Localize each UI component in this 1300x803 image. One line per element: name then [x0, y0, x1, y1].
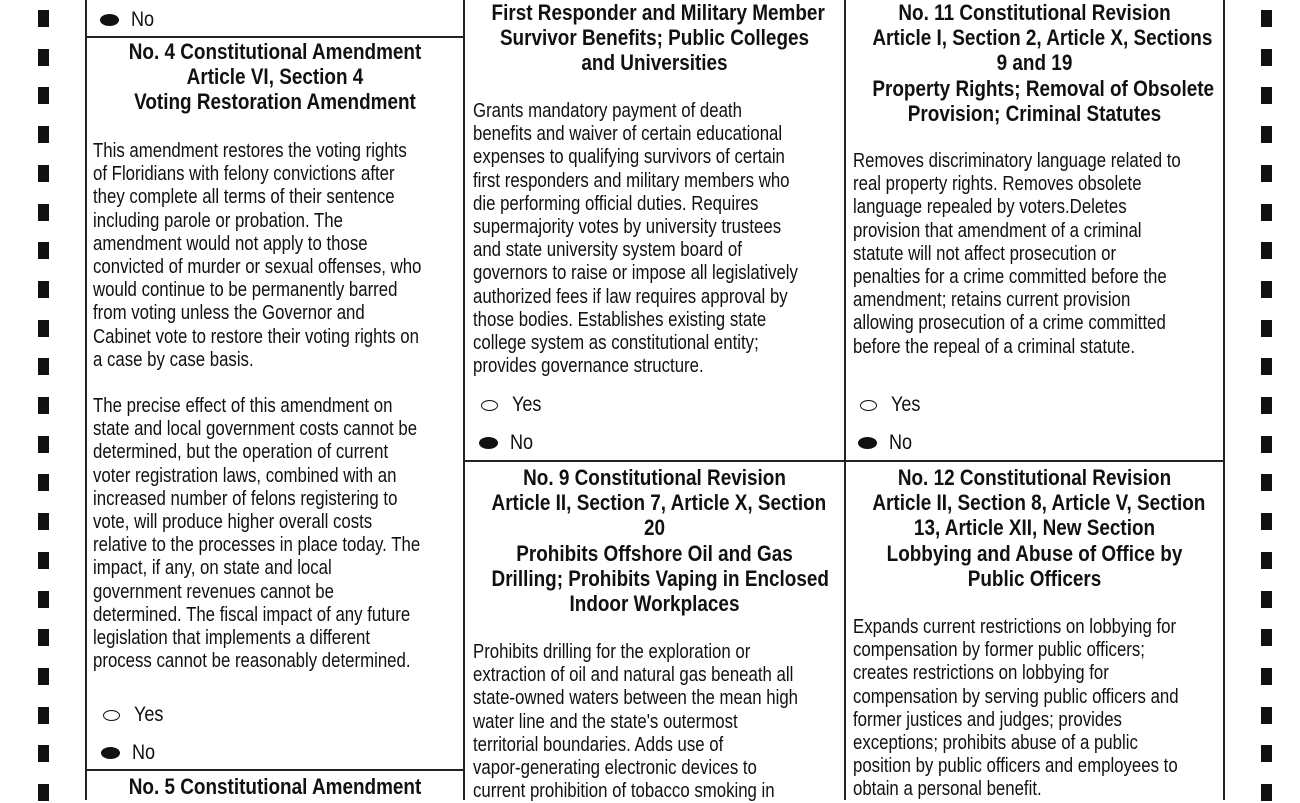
- text-line: No. 11 Constitutional Revision: [898, 0, 1171, 25]
- timing-mark: [38, 397, 49, 414]
- text-line: college system as constitutional entity;: [473, 331, 759, 354]
- text-line: Prohibits drilling for the exploration or: [473, 641, 751, 663]
- text-line: authorized fees if law requires approval by: [473, 285, 788, 308]
- timing-mark: [38, 513, 49, 530]
- timing-mark: [1261, 165, 1272, 182]
- revision-11-heading: [846, 0, 1223, 126]
- text-line: 20: [643, 515, 666, 541]
- text-line: provision that amendment of a criminal: [853, 219, 1142, 242]
- text-line: No. 9 Constitutional Revision: [523, 465, 786, 490]
- text-line: before the repeal of a criminal statute.: [853, 335, 1136, 358]
- revision-12-heading: [846, 465, 1223, 591]
- amendment-4-description: [93, 140, 484, 372]
- revision-11-description: [853, 150, 1243, 359]
- text-line: Article II, Section 8, Article V, Section: [872, 490, 1206, 516]
- text-line: compensation by former public officers;: [853, 639, 1145, 662]
- text-line: legislation that implements a different: [93, 626, 371, 649]
- timing-mark: [1261, 358, 1272, 375]
- section-divider: [463, 460, 1225, 462]
- amendment-7-heading: [465, 0, 844, 76]
- text-line: benefits and waiver of certain educational: [473, 123, 783, 146]
- timing-mark: [1261, 745, 1272, 762]
- option-yes[interactable]: Yes: [860, 393, 925, 417]
- section-divider: [85, 36, 465, 38]
- timing-mark: [1261, 320, 1272, 337]
- text-line: governors to raise or impose all legislatively: [473, 262, 798, 285]
- text-line: Indoor Workplaces: [569, 590, 740, 616]
- text-line: would continue to be permanently barred: [93, 279, 398, 302]
- text-line: Property Rights; Removal of Obsolete: [872, 75, 1215, 101]
- text-line: Public Officers: [967, 565, 1102, 591]
- text-line: amendment; retains current provision: [853, 289, 1131, 312]
- filled-oval-icon[interactable]: [858, 437, 877, 449]
- text-line: state and local government costs cannot be: [93, 418, 418, 441]
- empty-oval-icon[interactable]: [481, 400, 498, 411]
- option-no[interactable]: No: [100, 8, 158, 32]
- amendment-4-heading: [87, 39, 463, 115]
- text-line: relative to the processes in place today. The: [93, 534, 421, 557]
- timing-mark: [38, 204, 49, 221]
- timing-mark: [1261, 87, 1272, 104]
- timing-mark: [38, 436, 49, 453]
- text-line: a case by case basis.: [93, 348, 254, 371]
- timing-mark: [38, 707, 49, 724]
- text-line: they complete all terms of their sentence: [93, 186, 395, 209]
- text-line: extraction of oil and natural gas beneath all: [473, 664, 794, 687]
- text-line: those bodies. Establishes existing state: [473, 308, 767, 331]
- timing-mark: [1261, 126, 1272, 143]
- text-line: Prohibits Offshore Oil and Gas: [516, 540, 793, 566]
- timing-mark: [38, 745, 49, 762]
- text-line: language repealed by voters.Deletes: [853, 196, 1127, 219]
- timing-mark: [1261, 629, 1272, 646]
- column-border: [85, 0, 87, 800]
- section-divider: [85, 769, 465, 771]
- filled-oval-icon[interactable]: [479, 437, 498, 449]
- timing-mark: [1261, 49, 1272, 66]
- text-line: Lobbying and Abuse of Office by: [886, 540, 1183, 566]
- timing-mark: [38, 358, 49, 375]
- text-line: determined, but the operation of current: [93, 441, 389, 464]
- text-line: vote, will produce higher overall costs: [93, 510, 373, 533]
- option-no[interactable]: No: [101, 741, 159, 765]
- timing-mark: [38, 242, 49, 259]
- revision-9-heading: [465, 465, 844, 616]
- text-line: Cabinet vote to restore their voting rights on: [93, 325, 419, 348]
- text-line: of Floridians with felony convictions after: [93, 163, 395, 186]
- empty-oval-icon[interactable]: [103, 710, 120, 721]
- text-line: compensation by serving public officers and: [853, 685, 1179, 708]
- revision-12-description: [853, 616, 1241, 802]
- text-line: from voting unless the Governor and: [93, 302, 365, 325]
- text-line: 13, Article XII, New Section: [913, 515, 1156, 541]
- text-line: real property rights. Removes obsolete: [853, 173, 1142, 196]
- text-line: Survivor Benefits; Public Colleges: [499, 25, 810, 51]
- text-line: die performing official duties. Requires: [473, 192, 759, 215]
- text-line: impact, if any, on state and local: [93, 557, 332, 580]
- text-line: statute will not affect prosecution or: [853, 242, 1117, 265]
- text-line: amendment would not apply to those: [93, 232, 368, 255]
- timing-mark: [1261, 784, 1272, 801]
- text-line: Article VI, Section 4: [186, 64, 364, 90]
- text-line: provides governance structure.: [473, 355, 704, 378]
- text-line: Voting Restoration Amendment: [134, 89, 416, 115]
- empty-oval-icon[interactable]: [860, 400, 877, 411]
- option-no[interactable]: No: [858, 431, 916, 455]
- text-line: This amendment restores the voting rights: [93, 140, 407, 162]
- timing-mark: [38, 474, 49, 491]
- text-line: Grants mandatory payment of death: [473, 100, 742, 122]
- timing-mark: [38, 552, 49, 569]
- text-line: allowing prosecution of a crime committed: [853, 312, 1166, 335]
- text-line: Provision; Criminal Statutes: [907, 100, 1162, 126]
- text-line: supermajority votes by university trustees: [473, 215, 782, 238]
- text-line: penalties for a crime committed before the: [853, 265, 1167, 288]
- text-line: First Responder and Military Member: [491, 0, 825, 25]
- text-line: No. 4 Constitutional Amendment: [128, 39, 422, 64]
- text-line: No. 12 Constitutional Revision: [897, 465, 1172, 490]
- timing-mark: [38, 87, 49, 104]
- text-line: increased number of felons registering to: [93, 487, 398, 510]
- text-line: water line and the state's outermost: [473, 710, 738, 733]
- timing-mark: [1261, 204, 1272, 221]
- text-line: creates restrictions on lobbying for: [853, 662, 1109, 685]
- timing-mark: [1261, 591, 1272, 608]
- filled-oval-icon[interactable]: [101, 747, 120, 759]
- timing-mark: [1261, 281, 1272, 298]
- timing-mark: [38, 629, 49, 646]
- timing-mark: [38, 10, 49, 27]
- filled-oval-icon[interactable]: [100, 14, 119, 26]
- timing-mark: [38, 591, 49, 608]
- option-yes[interactable]: Yes: [481, 393, 546, 417]
- text-line: process cannot be reasonably determined.: [93, 650, 411, 673]
- text-line: determined. The fiscal impact of any future: [93, 603, 411, 626]
- text-line: current prohibition of tobacco smoking in: [473, 780, 775, 803]
- text-line: voter registration laws, combined with an: [93, 464, 397, 487]
- text-line: Expands current restrictions on lobbying for: [853, 616, 1177, 638]
- text-line: first responders and military members who: [473, 169, 790, 192]
- text-line: Article II, Section 7, Article X, Section: [491, 490, 827, 516]
- revision-9-description: [473, 641, 860, 803]
- text-line: 9 and 19: [996, 50, 1073, 76]
- timing-mark: [38, 165, 49, 182]
- text-line: obtain a personal benefit.: [853, 778, 1042, 801]
- timing-mark: [1261, 397, 1272, 414]
- text-line: vapor-generating electronic devices to: [473, 756, 757, 779]
- text-line: former justices and judges; provides: [853, 708, 1122, 731]
- text-line: convicted of murder or sexual offenses, who: [93, 255, 422, 278]
- timing-mark: [1261, 668, 1272, 685]
- text-line: expenses to qualifying survivors of certain: [473, 146, 785, 169]
- text-line: Article I, Section 2, Article X, Sections: [872, 25, 1213, 51]
- text-line: exceptions; prohibits abuse of a public: [853, 731, 1138, 754]
- text-line: and Universities: [581, 50, 728, 76]
- timing-mark: [1261, 10, 1272, 27]
- text-line: and state university system board of: [473, 239, 742, 262]
- timing-mark: [1261, 707, 1272, 724]
- amendment-7-description: [473, 100, 860, 378]
- timing-mark: [38, 668, 49, 685]
- timing-mark: [1261, 436, 1272, 453]
- timing-mark: [38, 281, 49, 298]
- timing-mark: [1261, 513, 1272, 530]
- timing-mark: [1261, 474, 1272, 491]
- text-line: state-owned waters between the mean high: [473, 687, 799, 710]
- timing-mark: [38, 126, 49, 143]
- option-no[interactable]: No: [479, 431, 537, 455]
- timing-mark: [38, 784, 49, 801]
- timing-mark: [1261, 242, 1272, 259]
- text-line: government revenues cannot be: [93, 580, 334, 603]
- amendment-5-heading: [87, 774, 463, 799]
- timing-mark: [38, 49, 49, 66]
- text-line: position by public officers and employees to: [853, 755, 1178, 778]
- text-line: No. 5 Constitutional Amendment: [128, 774, 422, 799]
- option-yes[interactable]: Yes: [103, 703, 168, 727]
- timing-mark: [1261, 552, 1272, 569]
- text-line: territorial boundaries. Adds use of: [473, 733, 724, 756]
- amendment-4-fiscal-impact: [93, 395, 482, 673]
- text-line: Drilling; Prohibits Vaping in Enclosed: [491, 565, 829, 591]
- text-line: including parole or probation. The: [93, 209, 343, 232]
- text-line: Removes discriminatory language related to: [853, 150, 1181, 172]
- timing-mark: [38, 320, 49, 337]
- text-line: The precise effect of this amendment on: [93, 395, 393, 417]
